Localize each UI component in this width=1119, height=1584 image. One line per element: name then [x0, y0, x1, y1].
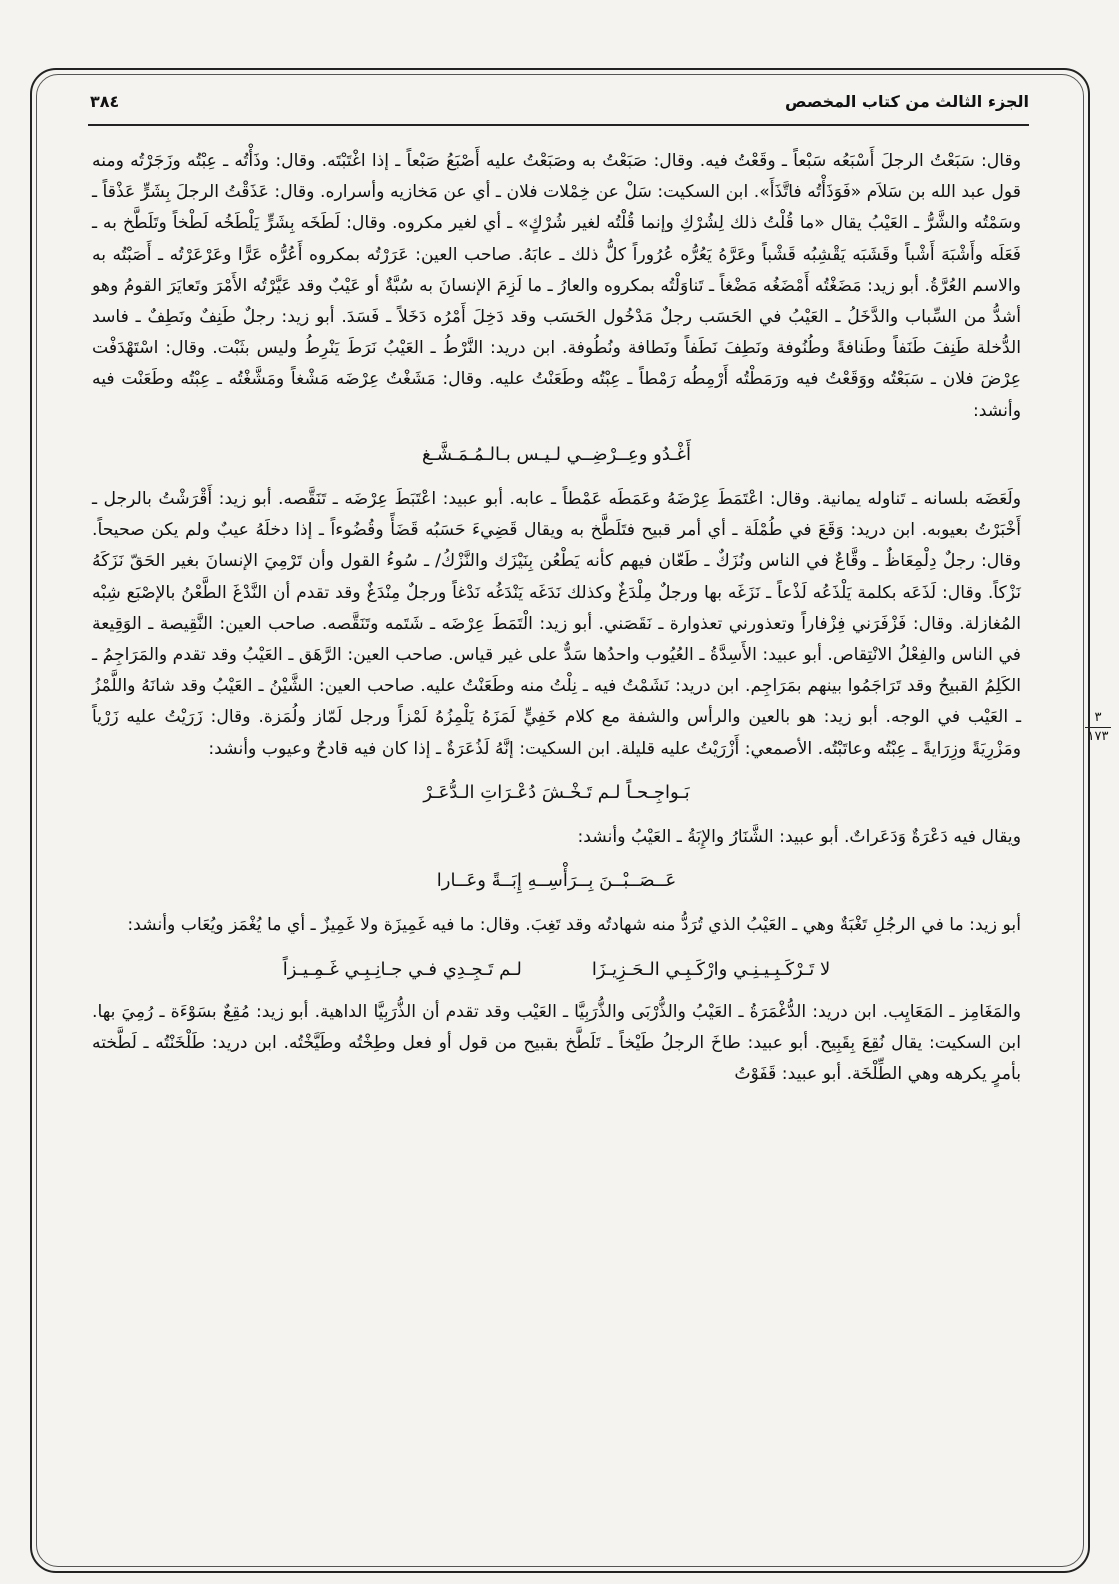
verse-1: أَغْـدُو وعِــرْضِــي لـيـس بـالـمُـمَـشَّـغ	[422, 443, 691, 465]
margin-reference	[1083, 710, 1113, 745]
paragraph-4: أبو زيد: ما في الرجُلِ تَغْبَةٌ وهي ـ العَيْبُ الذي تُرَدُّ منه شهادتُه وقد تَغِبَ. وقال: ما فيه غَمِيزَة ولا غَمِيزٌ ـ أي ما يُغْمَز ويُعَاب وأنشد:	[127, 915, 1021, 936]
paragraph-2: ولَعَضَه بلسانه ـ تَناوله يمانية. وقال: اعْتَمَطَ عِرْضَهُ وعَمَطَه عَمْطاً ـ عابه. أبو عبيد: اعْتَبَطَ عِرْضَه ـ تَنَقَّصه. أبو زيد: أَقْرَشْتُ بالرجل ـ أَخْبَرْتُ بعيوبه. ابن دريد: وَقَعَ في طُمْلَة ـ أي أمر قبيح فتَلَطَّخ به ويقال قَضِيءَ حَسَبُه قَضَأً وقُضُوءاً ـ إذا دخلَهُ عيبٌ ولم يكن صحيحاً. وقال: رجلٌ دِلْمِعَاظٌ ـ وقَّاعٌ في الناس ونُزَكٌ ـ طَعّان فيهم كأنه يَطْعُن بِنَيْزَك والنَّزْكُ/ ـ سُوءُ القول وأن تَرْمِيَ الإنسانَ بغير الحَقّ نَزَكَهُ نَزْكاً. وقال: لَذَعَه بكلمة يَلْذَعُه لَذْعاً ـ نَزَغَه بها ورجلٌ مِلْدَغٌ وكذلك نَدَغَه يَنْدَغُه نَدْغاً ورجلٌ مِنْدَغٌ وقد تقدم أن النَّدْغَ الطَّعْنُ بالإصْبَع شِبْه المُغازلة. وقال: فَزْفَرَني فِزْفاراً وتعذورني تعذوارة ـ نَقَصَني. أبو زيد: الْتَمَطَ عِرْضَه ـ شَتَمه وتَنَقَّصه. صاحب العين: النَّقِيصة ـ الوَقِيعة في الناس والفِعْلُ الانْتِقاص. أبو عبيد: الأَسِدَّةُ ـ العُيُوب واحدُها سَدٌّ على غير قياس. صاحب العين: الرَّهَق ـ العَيْبُ وقد تقدم والمَرَاجِمُ ـ الكَلِمُ القبيحُ وقد تَرَاجَمُوا بينهم بمَرَاجِم. ابن دريد: نَشَمْتُ فيه ـ نِلْتُ منه وطَعَنْتُ عليه. صاحب العين: الشَّيْنُ ـ العَيْبُ وقد شانَهُ واللَّمْزُ ـ العَيْب في الوجه. أبو زيد: هو بالعين والرأس والشفة مع كلام خَفِيٍّ لَمَزَهُ يَلْمِزُهُ لَمْزاً ورجل لَمّاز ولُمَزة. وقال: زَرَيْتُ عليه زَرْياً ومَزْرِيَةً وزِرَايةً ـ عِبْتُه وعاتَبْتُه. الأصمعي: أَزْرَيْتُ عليه قليلة. ابن السكيت: إنَّهُ لَذُعَرَةٌ ـ إذا كان فيه قادحٌ وعيوب وأنشد:	[92, 489, 1021, 759]
running-header	[90, 86, 1029, 116]
verse-4	[92, 954, 1021, 985]
margin-reference-top: ٣	[1094, 710, 1102, 725]
margin-reference-bottom: ١٧٣	[1087, 729, 1109, 744]
page-number: ٣٨٤	[90, 91, 120, 111]
verse-4-first-hemistich: لا تَـرْكَـبِـيـنِـي وارْكَـبِـي الـحَـزِيـزَا	[591, 958, 831, 980]
verse-2: بَـواجِـحـاً لـم تَـخْـشَ دُعْـرَاتِ الـدُّعَـرْ	[423, 781, 690, 803]
running-title: الجزء الثالث من كتاب المخصص	[785, 91, 1029, 111]
verse-4-second-hemistich: لـم تَـجِـدِي فـي جـانِـبِـي غَـمِـيـزاً	[282, 958, 522, 980]
page-body	[92, 146, 1021, 1090]
verse-3: عَــصَــبْــنَ بِــرَأْسِــهِ إِبَــةً وعَــارا	[436, 870, 677, 892]
paragraph-1: وقال: سَبَعْتُ الرجلَ أَسْبَعُه سَبْعاً ـ وقَعْتُ فيه. وقال: صَبَعْتُ به وصَبَعْتُ عليه أَصْبَعُ صَبْعاً ـ إذا اغْتَبْتَه. وقال: وذَأْتُه ـ عِبْتُه وزَجَرْتُه ومنه قول عبد الله بن سَلاَم «فَوَذَأْتُه فاتَّذَأَ». ابن السكيت: سَلْ عن خِمْلات فلان ـ أي عن مَخازيه وأسراره. وقال: عَذَقْتُ الرجلَ بِشَرٍّ عَذْقاً ـ وسَمْتُه والشَّرُّ ـ العَيْبُ يقال «ما قُلْتُ ذلك لِشُرْكِ وإنما قُلْتُه لغير شُرْكٍ» ـ أي لغير مكروه. وقال: لَطَخَه بِشَرٍّ يَلْطَخُه لَطْخاً وتَلَطَّخ به ـ فَعَلَه وأَشْبَهَ أَشْباً وقَشَبَه يَقْشِبُه قَشْباً وعَرَّهُ يَعُرُّه عُرُوراً كلُّ ذلك ـ عابَهُ. صاحب العين: عَرَرْتُه بمكروه أَعُرُّه عَرًّا وعَرْعَرْتُه ـ أَصَبْتُه به والاسم العُرَّةُ. أبو زيد: مَضَغْتُه أَمْضَغُه مَضْغاً ـ تَناوَلْتُه بمكروه والعارُ ـ ما لَزِمَ الإنسانَ به سُبَّةٌ أو عَيْبٌ وقد عَيَّرْتُه الأَمْرَ وتَعايَرَ القومُ وهو أشدُّ من السِّباب والدَّخَلُ ـ العَيْبُ في الحَسَب رجلٌ مَدْخُول الحَسَب وقد دَخِلَ أَمْرُه دَخَلاً ـ فَسَدَ. أبو زيد: رجلٌ طَنِفٌ ونَطِفٌ ـ فاسد الدُّخلة طَنِفَ طَنَفاً وطَنافةً وطُنُوفة ونَطِفَ نَطَفاً ونَطافة ونُطُوفة. ابن دريد: النَّرْطُ ـ العَيْبُ نَرَطَ يَنْرِطُ وليس بثَبْت. وقال: اسْتَهْدَفْت عِرْضَ فلان ـ سَبَعْتُه ووَقَعْتُ فيه ورَمَطْتُه أَرْمِطُه رَمْطاً ـ عِبْتُه وطَعَنْتُ عليه. وقال: مَشَغْتُ عِرْضَه مَشْغاً ومَشَّغْتُه ـ عِبْتُه وطَعَنْت فيه وأنشد:	[92, 151, 1021, 421]
paragraph-5: والمَغَامِز ـ المَعَايِب. ابن دريد: الدُّغْمَرَةُ ـ العَيْبُ والذُّرْبَى والذُّرَبِيَّا ـ العَيْب وقد تقدم أن الذُّرَبِيَّا الداهية. أبو زيد: مُقِعٌ بسَوْءَة ـ رُمِيَ بها. ابن السكيت: يقال نُقِعَ بِقَبِيح. أبو عبيد: طاخَ الرجلُ طَيْخاً ـ تَلَطَّخ بقبيح من قول أو فعل وطِخْتُه وطَيَّخْتُه. ابن دريد: طَلْخَنْتُه ـ لَطَّخته بأمرٍ يكرهه وهي الطِّلْخَة. أبو عبيد: قَفَوْتُ	[92, 1001, 1021, 1085]
paragraph-3: ويقال فيه دَعْرَةٌ وَدَعَراتٌ. أبو عبيد: الشَّنَارُ والإِبَةُ ـ العَيْبُ وأنشد:	[577, 827, 1021, 848]
header-rule	[88, 124, 1029, 126]
margin-reference-divider	[1085, 727, 1111, 728]
